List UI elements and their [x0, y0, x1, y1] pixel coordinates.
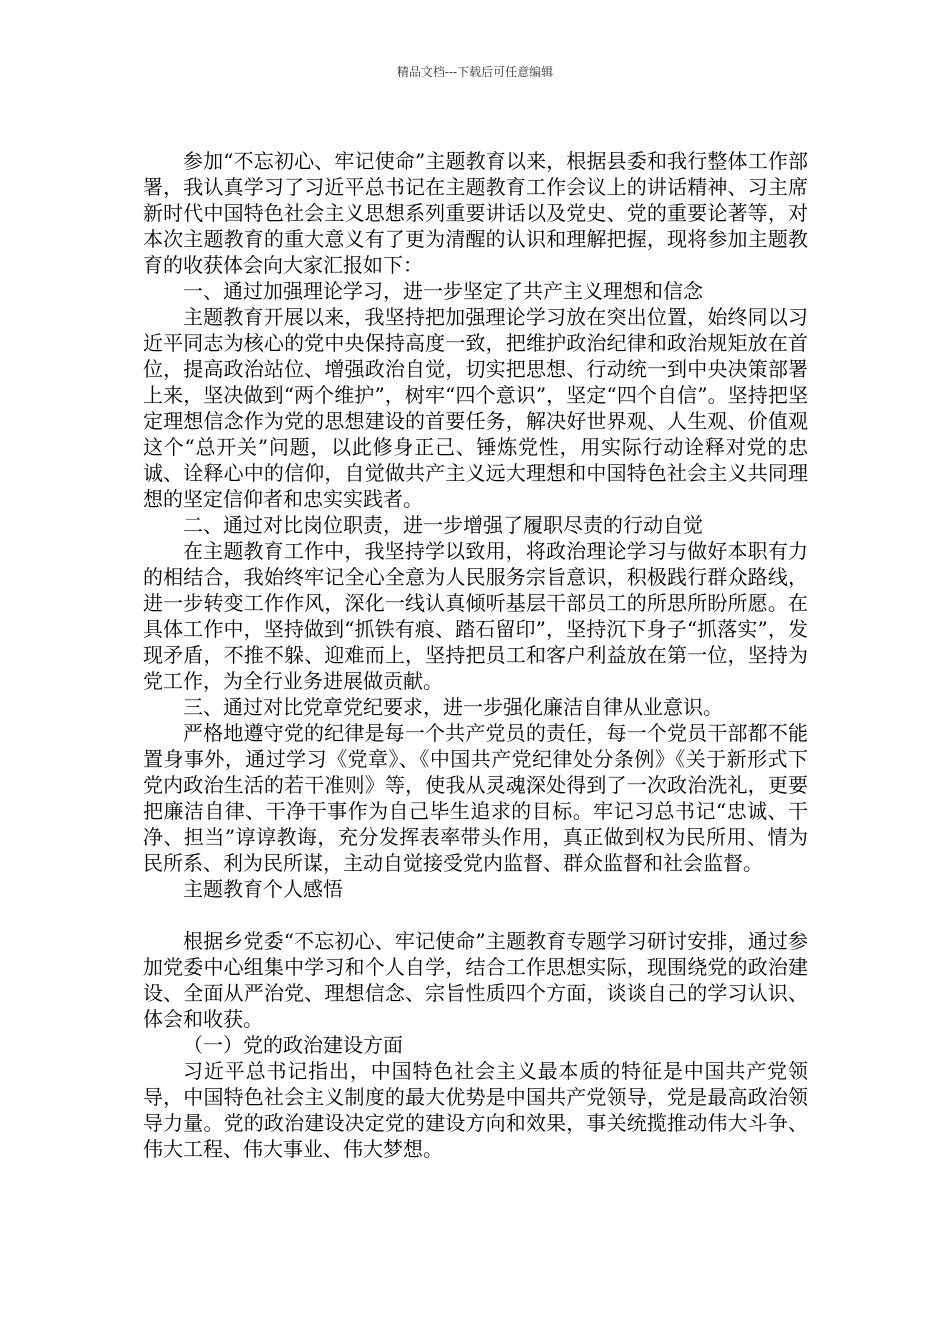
- section-body-2: 在主题教育工作中，我坚持学以致用，将政治理论学习与做好本职有力的相结合，我始终牢记全心全意为人民服务宗旨意识，积极践行群众路线，进一步转变工作作风，深化一线认真倾听基层干部员工的所思所盼所愿。在具体工作中，坚持做到“抓铁有痕、踏石留印”，坚持沉下身子“抓落实”，发现矛盾，不推不躲、迎难而上，坚持把员工和客户利益放在第一位，坚持为党工作，为全行业务进展做贡献。: [143, 539, 808, 693]
- page-header: 精品文档---下载后可任意编辑: [396, 65, 554, 79]
- subsection-body-1: 习近平总书记指出，中国特色社会主义最本质的特征是中国共产党领导，中国特色社会主义制度的最大优势是中国共产党领导，党是最高政治领导力量。党的政治建设决定党的建设方向和效果，事关统揽推动伟大斗争、伟大工程、伟大事业、伟大梦想。: [143, 1059, 808, 1161]
- second-intro-paragraph: 根据乡党委“不忘初心、牢记使命”主题教育专题学习研讨安排，通过参加党委中心组集中学习和个人自学，结合工作思想实际，现围绕党的政治建设、全面从严治党、理想信念、宗旨性质四个方面，谈谈自己的学习认识、体会和收获。: [143, 929, 808, 1031]
- section-heading-1: 一、通过加强理论学习，进一步坚定了共产主义理想和信念: [183, 279, 703, 303]
- subtitle: 主题教育个人感悟: [183, 877, 343, 901]
- subsection-heading-1: （一）党的政治建设方面: [183, 1033, 403, 1057]
- intro-paragraph: 参加“不忘初心、牢记使命”主题教育以来，根据县委和我行整体工作部署，我认真学习了习近平总书记在主题教育工作会议上的讲话精神、习主席新时代中国特色社会主义思想系列重要讲话以及党史、党的重要论著等，对本次主题教育的重大意义有了更为清醒的认识和理解把握，现将参加主题教育的收获体会向大家汇报如下：: [143, 149, 808, 277]
- section-body-1: 主题教育开展以来，我坚持把加强理论学习放在突出位置，始终同以习近平同志为核心的党中央保持高度一致，把维护政治纪律和政治规矩放在首位，提高政治站位、增强政治自觉，切实把思想、行动统一到中央决策部署上来，坚决做到“两个维护”，树牢“四个意识”，坚定“四个自信”。坚持把坚定理想信念作为党的思想建设的首要任务，解决好世界观、人生观、价值观这个“总开关”问题，以此修身正己、锤炼党性，用实际行动诠释对党的忠诚、诠释心中的信仰，自觉做共产主义远大理想和中国特色社会主义共同理想的坚定信仰者和忠实实践者。: [143, 305, 808, 511]
- document-body: [143, 148, 808, 1162]
- section-body-3: 严格地遵守党的纪律是每一个共产党员的责任，每一个党员干部都不能置身事外，通过学习《党章》、《中国共产党纪律处分条例》《关于新形式下党内政治生活的若干准则》等，使我从灵魂深处得到了一次政治洗礼，更要把廉洁自律、干净干事作为自己毕生追求的目标。牢记习总书记“忠诚、干净、担当”谆谆教诲，充分发挥表率带头作用，真正做到权为民所用、情为民所系、利为民所谋，主动自觉接受党内监督、群众监督和社会监督。: [143, 721, 808, 875]
- section-heading-3: 三、通过对比党章党纪要求，进一步强化廉洁自律从业意识。: [183, 695, 723, 719]
- paragraph-gap: [143, 902, 808, 928]
- section-heading-2: 二、通过对比岗位职责，进一步增强了履职尽责的行动自觉: [183, 513, 703, 537]
